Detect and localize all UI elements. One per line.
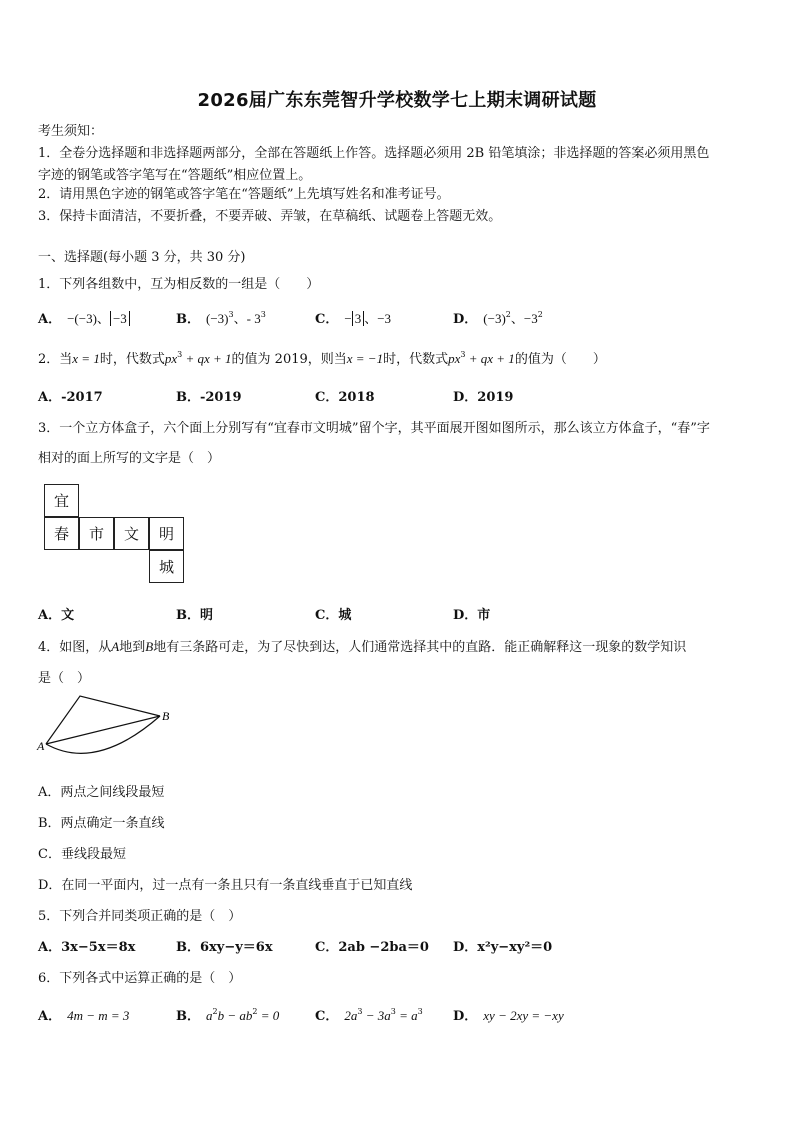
q2-option-a[interactable]: A．-2017	[38, 390, 103, 405]
q3-option-b[interactable]: B．明	[176, 608, 213, 623]
q4-option-b[interactable]: B．两点确定一条直线	[38, 816, 165, 831]
point-a-label: A	[37, 739, 45, 753]
q3-option-a[interactable]: A．文	[38, 608, 75, 623]
question-5-stem: 5．下列合并同类项正确的是（ ）	[38, 909, 242, 924]
net-face-shi: 市	[79, 517, 114, 550]
q6-option-a[interactable]: A． 4m − m = 3	[38, 1008, 130, 1024]
section-heading: 一、选择题(每小题 3 分，共 30 分)	[38, 250, 246, 265]
notice-heading: 考生须知：	[38, 124, 104, 139]
q1-option-a[interactable]: A． −(−3)、 −3	[38, 308, 130, 327]
question-2-stem: 2．当x = 1时，代数式$px^3$ + qx + 1的值为 2019，则当x = −1时，代数式$px^3$ + qx + 1的值为（ ）	[38, 350, 606, 367]
q5-option-a[interactable]: A．3x−5x＝8x	[38, 940, 136, 955]
q4-option-d[interactable]: D．在同一平面内，过一点有一条且只有一条直线垂直于已知直线	[38, 878, 413, 893]
q6-option-d[interactable]: D． xy − 2xy = −xy	[453, 1008, 564, 1024]
question-4-stem-cont: 是（ ）	[38, 671, 91, 686]
question-1-stem: 1．下列各组数中，互为相反数的一组是（ ）	[38, 277, 320, 292]
question-4-stem: 4．如图，从A地到B地有三条路可走，为了尽快到达，人们通常选择其中的直路．能正确解释这一现象的数学知识	[38, 639, 687, 655]
q3-option-c[interactable]: C．城	[315, 608, 352, 623]
net-face-chun: 春	[44, 517, 79, 550]
q5-option-b[interactable]: B．6xy−y＝6x	[176, 940, 273, 955]
point-b-label: B	[162, 709, 170, 723]
notice-item-1: 1．全卷分选择题和非选择题两部分，全部在答题纸上作答。选择题必须用 2B 铅笔填涂；非选择题的答案必须用黑色	[38, 146, 710, 161]
q3-option-d[interactable]: D．市	[453, 608, 491, 623]
net-face-ming: 明	[149, 517, 184, 550]
notice-item-2: 2．请用黑色字迹的钢笔或答字笔在“答题纸”上先填写姓名和准考证号。	[38, 187, 450, 202]
q6-option-c[interactable]: C． $2a^3 - 3a^3 = a^3$	[315, 1007, 423, 1024]
q4-option-c[interactable]: C．垂线段最短	[38, 847, 126, 862]
net-face-yi: 宜	[44, 484, 79, 517]
notice-item-3: 3．保持卡面清洁，不要折叠，不要弄破、弄皱，在草稿纸、试题卷上答题无效。	[38, 209, 502, 224]
q1-option-b[interactable]: B． $(-3)^3$、- $3^3$	[176, 310, 266, 327]
net-face-wen: 文	[114, 517, 149, 550]
path-curved-route	[46, 716, 160, 753]
q5-option-c[interactable]: C．2ab −2ba＝0	[315, 940, 429, 955]
cube-net-figure	[44, 484, 184, 584]
question-6-stem: 6．下列各式中运算正确的是（ ）	[38, 971, 242, 986]
net-face-cheng: 城	[149, 550, 184, 583]
question-3-stem: 3．一个立方体盒子，六个面上分别写有“宜春市文明城”留个字，其平面展开图如图所示，那么该立方体盒子，“春”字	[38, 421, 710, 436]
q5-option-d[interactable]: D．x²y−xy²＝0	[453, 940, 553, 955]
q6-option-b[interactable]: B． $a^2b - ab^2 = 0$	[176, 1007, 280, 1024]
q2-option-d[interactable]: D．2019	[453, 390, 514, 405]
question-3-stem-cont: 相对的面上所写的文字是（ ）	[38, 451, 221, 466]
q1-option-c[interactable]: C． − 3 、−3	[315, 311, 392, 327]
notice-item-1-cont: 字迹的钢笔或答字笔写在“答题纸”相应位置上。	[38, 168, 312, 183]
q4-option-a[interactable]: A．两点之间线段最短	[38, 785, 165, 800]
q2-option-c[interactable]: C．2018	[315, 390, 375, 405]
q1-option-d[interactable]: D． $(-3)^2$、$-3^2$	[453, 310, 543, 327]
exam-title: 2026届广东东莞智升学校数学七上期末调研试题	[197, 90, 597, 111]
path-diagram	[36, 692, 186, 756]
q2-option-b[interactable]: B．-2019	[176, 390, 242, 405]
